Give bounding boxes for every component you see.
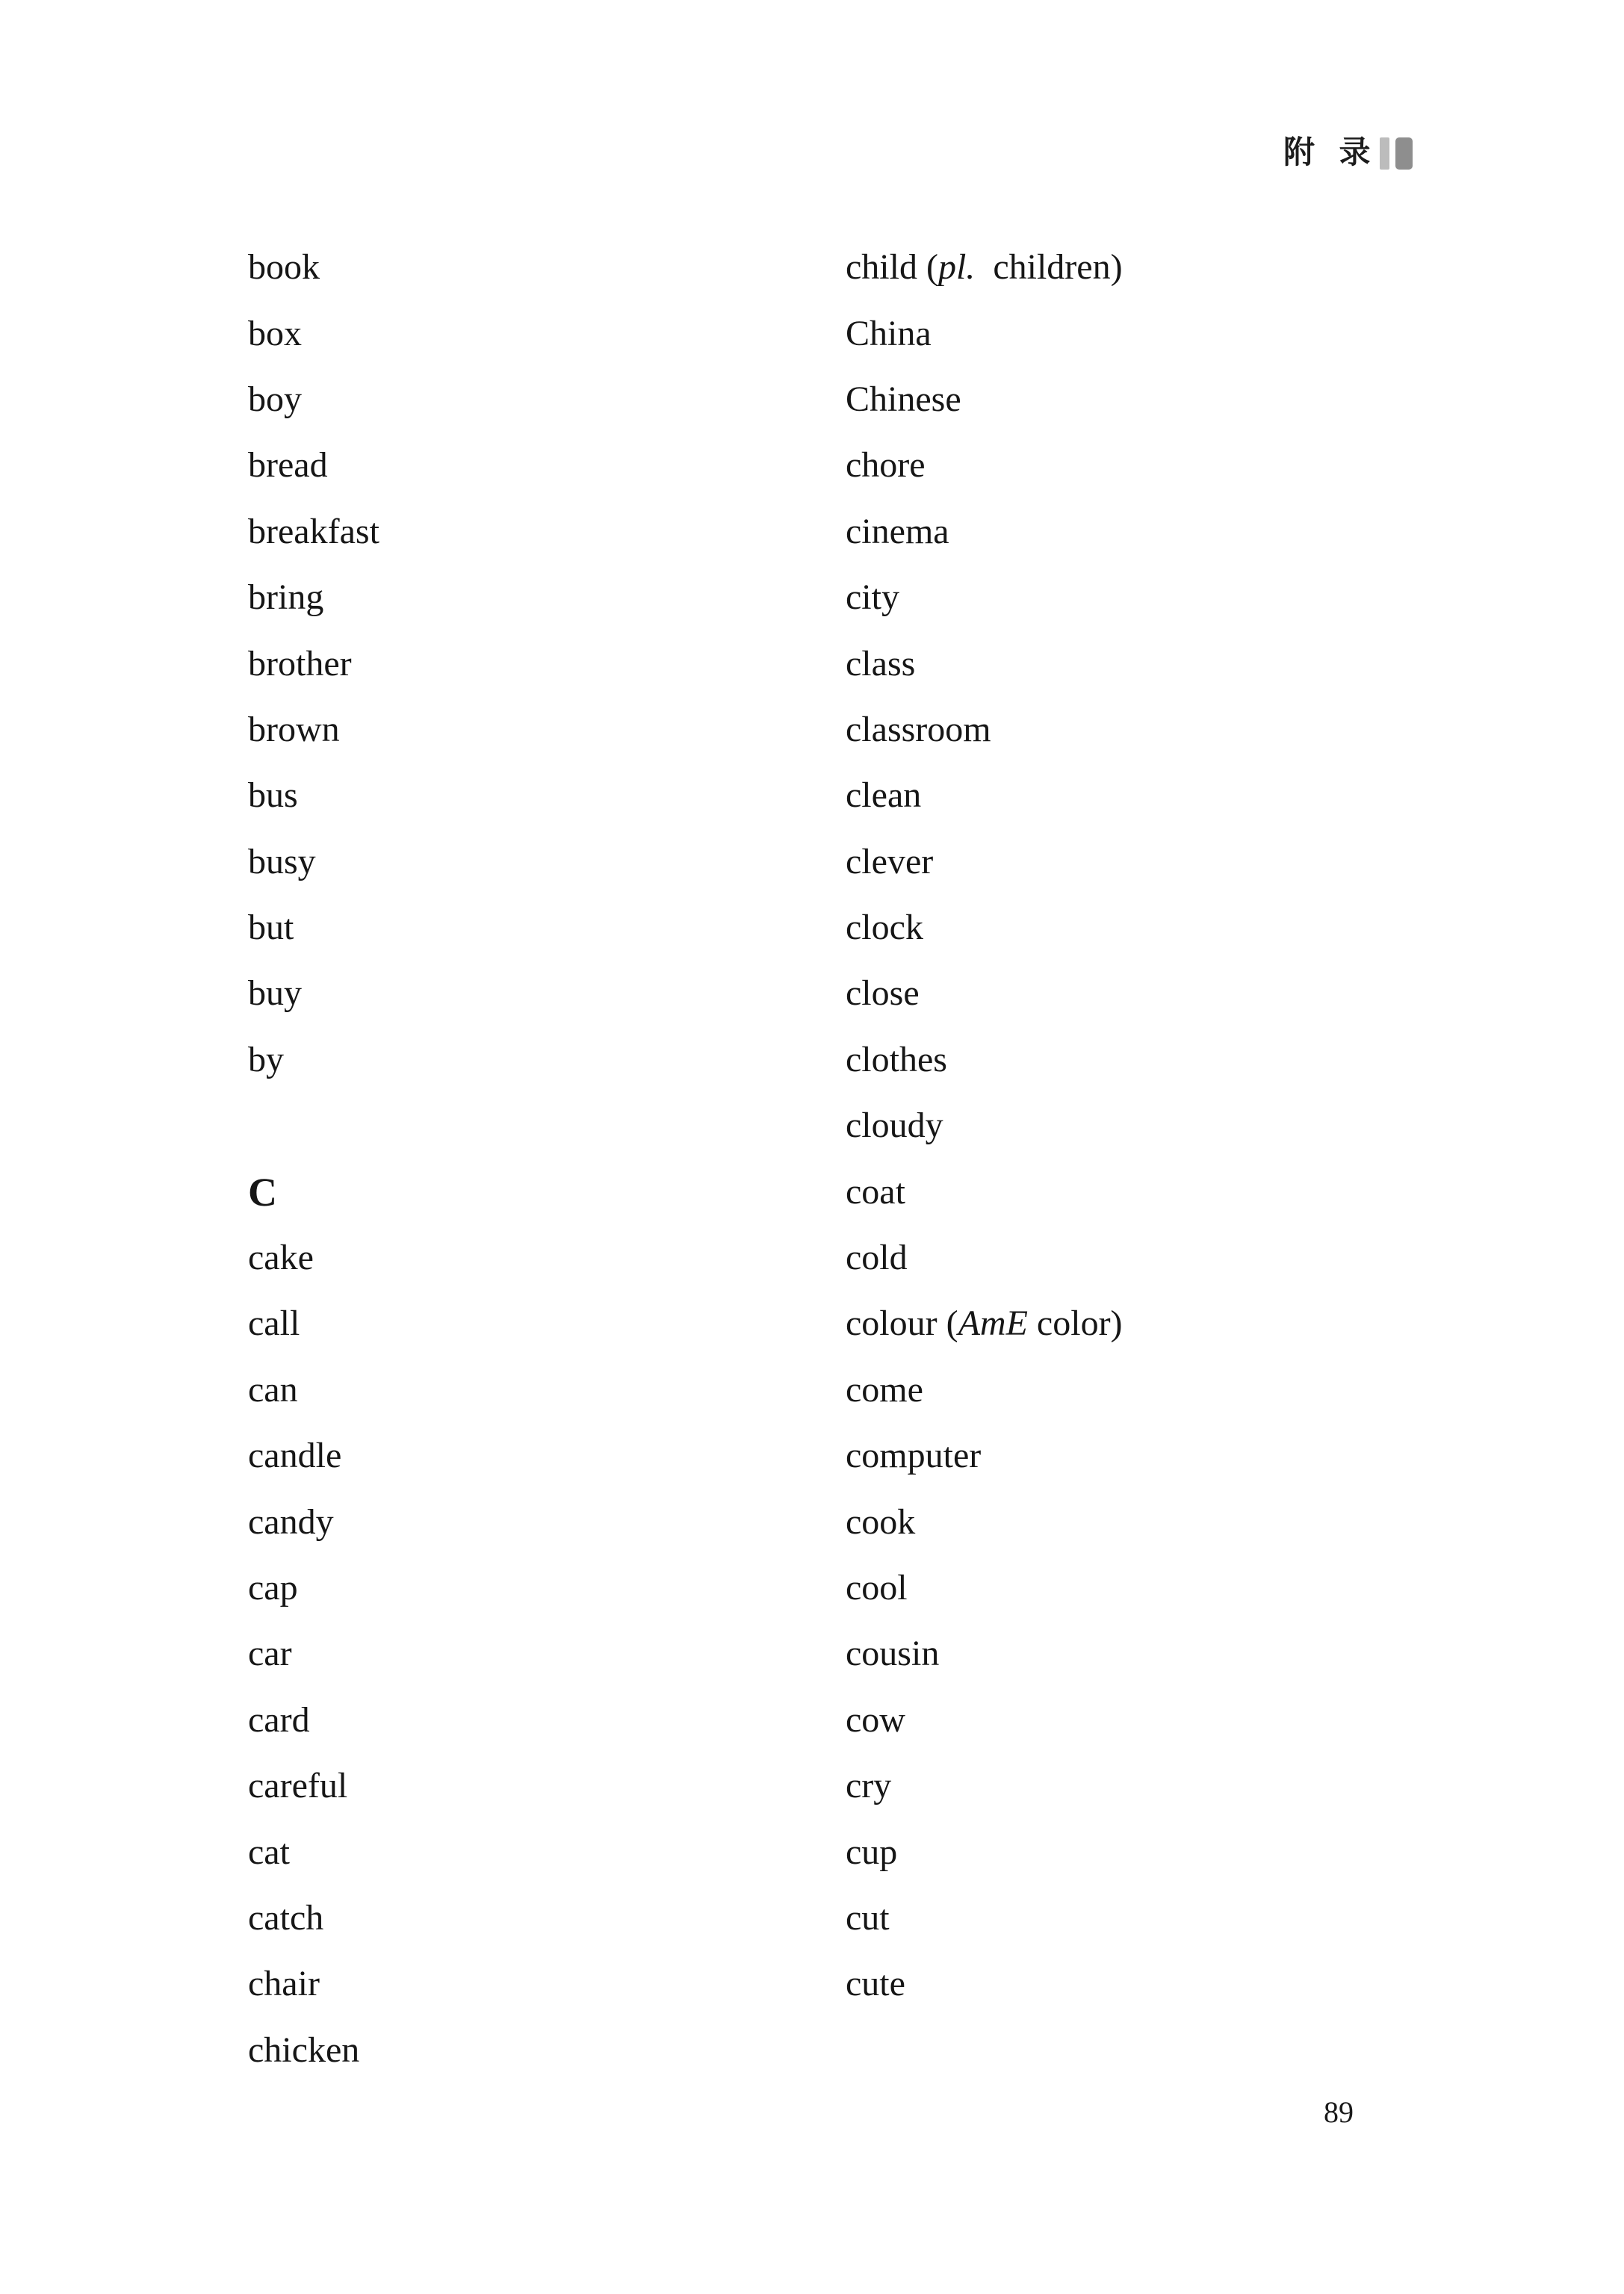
word-row [0, 1027, 1624, 1093]
word-cell-left [248, 1966, 846, 2002]
word-cell-right [846, 313, 1624, 353]
word-row [0, 763, 1624, 828]
word-cell-right [846, 1570, 1624, 1606]
word-text: careful [248, 1766, 348, 1806]
word-text: cold [846, 1238, 908, 1278]
header-bar-light [1380, 137, 1389, 170]
word-cell-right [846, 1699, 1624, 1740]
word-cell-left [248, 1636, 846, 1672]
word-text: brother [248, 643, 352, 683]
word-cell-left [248, 841, 846, 881]
word-text: cool [846, 1568, 908, 1608]
word-text: computer [846, 1436, 982, 1476]
word-text: car [248, 1634, 292, 1674]
word-cell-left [248, 1039, 846, 1079]
word-text: box [248, 313, 302, 353]
word-text: Chinese [846, 379, 961, 419]
word-cell-right [846, 1966, 1624, 2002]
word-row [0, 895, 1624, 961]
word-row [0, 499, 1624, 565]
word-text: buy [248, 973, 302, 1014]
word-cell-left [248, 1897, 846, 1938]
word-text: close [846, 973, 920, 1014]
word-row [0, 300, 1624, 366]
word-cell-left [248, 1832, 846, 1872]
word-cell-left [248, 643, 846, 683]
word-text: cow [846, 1699, 905, 1740]
word-text: book [248, 247, 320, 288]
word-text: bus [248, 775, 298, 816]
word-text: coat [846, 1171, 905, 1212]
word-text: call [248, 1303, 300, 1344]
word-row [0, 1159, 1624, 1224]
word-text: card [248, 1699, 310, 1740]
word-text: AmE [958, 1303, 1028, 1344]
word-cell-left [248, 910, 846, 946]
word-row [0, 1093, 1624, 1159]
word-cell-right [846, 775, 1624, 816]
word-text: cat [248, 1832, 290, 1872]
word-cell-left [248, 1169, 846, 1215]
word-row [0, 1225, 1624, 1291]
word-row [0, 1621, 1624, 1687]
word-cell-left [248, 1240, 846, 1276]
word-row [0, 1753, 1624, 1819]
word-row [0, 1291, 1624, 1357]
word-text: cook [846, 1501, 916, 1542]
word-cell-right [846, 841, 1624, 881]
word-cell-left [248, 2030, 846, 2070]
word-cell-right [846, 1768, 1624, 1804]
word-row [0, 1819, 1624, 1885]
word-cell-left [248, 379, 846, 419]
word-row [0, 2018, 1624, 2083]
word-cell-right [846, 1108, 1624, 1144]
word-cell-right [846, 1438, 1624, 1474]
word-text: clock [846, 908, 923, 948]
word-text: pl. [937, 247, 976, 288]
word-cell-left [248, 1768, 846, 1804]
word-text: chore [846, 445, 926, 486]
word-text: candy [248, 1501, 334, 1542]
word-cell-right [846, 1636, 1624, 1672]
word-cell-left [248, 973, 846, 1014]
word-cell-left [248, 709, 846, 749]
word-row [0, 1687, 1624, 1753]
word-cell-right [846, 910, 1624, 946]
word-text: bread [248, 445, 328, 486]
word-cell-left [248, 1438, 846, 1474]
word-text: cake [248, 1238, 314, 1278]
word-cell-right [846, 1501, 1624, 1542]
word-cell-left [248, 313, 846, 353]
word-row [0, 829, 1624, 895]
page-number: 89 [1324, 2095, 1354, 2129]
word-text: breakfast [248, 511, 379, 551]
word-text: cloudy [846, 1106, 943, 1146]
word-cell-left [248, 1369, 846, 1410]
word-row [0, 630, 1624, 696]
word-cell-left [248, 445, 846, 486]
word-row [0, 1357, 1624, 1423]
word-cell-right [846, 1039, 1624, 1079]
word-text: cap [248, 1568, 298, 1608]
word-cell-right [846, 511, 1624, 551]
word-row [0, 433, 1624, 498]
word-cell-right [846, 1303, 1624, 1344]
word-row [0, 565, 1624, 630]
word-cell-left [248, 1699, 846, 1740]
word-text: city [846, 577, 899, 618]
word-cell-left [248, 247, 846, 288]
word-text: China [846, 313, 932, 353]
word-cell-right [846, 1369, 1624, 1410]
word-cell-right [846, 1832, 1624, 1872]
word-cell-left [248, 577, 846, 618]
word-text: bring [248, 577, 324, 618]
vocabulary-word-list [0, 235, 1624, 2083]
word-cell-right [846, 643, 1624, 683]
word-text: classroom [846, 709, 991, 749]
word-row [0, 367, 1624, 433]
header-bar-dark [1395, 137, 1413, 170]
word-text: busy [248, 841, 316, 881]
word-cell-left [248, 1570, 846, 1606]
word-text: boy [248, 379, 302, 419]
word-text: clothes [846, 1039, 947, 1079]
word-cell-right [846, 709, 1624, 749]
word-text: can [248, 1369, 298, 1410]
word-text: catch [248, 1897, 324, 1938]
word-text: cinema [846, 511, 949, 551]
word-text: cute [846, 1964, 905, 2004]
word-cell-right [846, 1240, 1624, 1276]
word-text: but [248, 908, 294, 948]
word-text: clean [846, 775, 922, 816]
word-cell-left [248, 1501, 846, 1542]
word-text: child ( [846, 247, 938, 288]
word-row [0, 1555, 1624, 1621]
word-cell-left [248, 511, 846, 551]
word-text: by [248, 1039, 284, 1079]
word-cell-right [846, 379, 1624, 419]
word-cell-right [846, 247, 1624, 288]
word-text: cut [846, 1897, 890, 1938]
word-row [0, 1885, 1624, 1951]
word-cell-left [248, 775, 846, 816]
word-text: candle [248, 1436, 342, 1476]
word-text: children) [975, 247, 1123, 288]
word-text: brown [248, 709, 340, 749]
word-text: colour ( [846, 1303, 958, 1344]
word-cell-right [846, 445, 1624, 486]
word-row [0, 1423, 1624, 1489]
word-row [0, 235, 1624, 300]
word-text: clever [846, 841, 934, 881]
word-text: color) [1027, 1303, 1123, 1344]
word-row [0, 1951, 1624, 2017]
word-cell-left [248, 1303, 846, 1344]
word-cell-right [846, 973, 1624, 1014]
word-text: chicken [248, 2030, 360, 2070]
word-text: cup [846, 1832, 898, 1872]
word-cell-right [846, 1897, 1624, 1938]
appendix-header-title: 附 录 [1283, 136, 1371, 170]
word-text: chair [248, 1964, 320, 2004]
word-text: class [846, 643, 916, 683]
section-letter: C [248, 1169, 277, 1215]
word-row [0, 1489, 1624, 1554]
word-cell-right [846, 577, 1624, 618]
word-row [0, 697, 1624, 763]
word-text: cry [846, 1766, 892, 1806]
word-text: cousin [846, 1634, 940, 1674]
page-header [1283, 135, 1413, 171]
word-text: come [846, 1369, 923, 1410]
word-row [0, 961, 1624, 1026]
word-cell-right [846, 1171, 1624, 1212]
